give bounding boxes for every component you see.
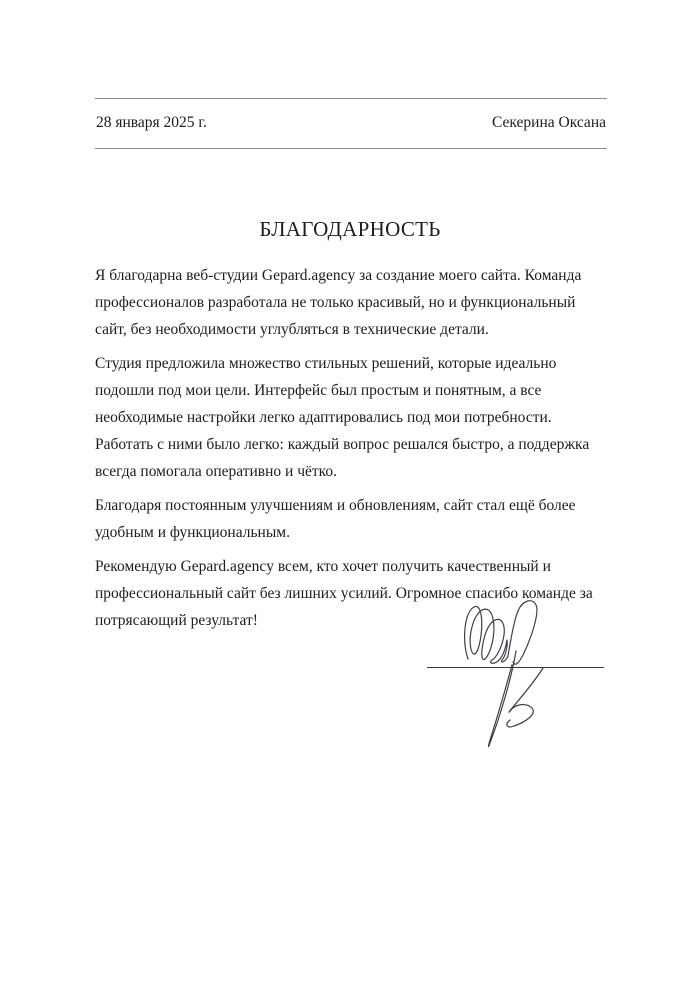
paragraph: Рекомендую Gepard.agency всем, кто хочет получить качественный и профессиональный сайт без лишних усилий. Огромное спасибо команде за потрясающий результат! [95, 558, 593, 629]
document-header [95, 98, 607, 149]
document-title: БЛАГОДАРНОСТЬ [259, 217, 441, 241]
paragraph: Студия предложила множество стильных решений, которые идеально подошли под мои цели. Интерфейс был простым и понятным, а все необходимые настройки легко адаптировались под мои потребности. Работать с ними было легко: каждый вопрос решался быстро, а поддержка всегда помогала оперативно и чётко. [95, 355, 590, 480]
paragraph: Благодаря постоянным улучшениям и обновлениям, сайт стал ещё более удобным и функциональным. [95, 497, 576, 541]
date-text: 28 января 2025 г. [96, 114, 207, 131]
paragraph: Я благодарна веб-студии Gepard.agency за создание моего сайта. Команда профессионалов разработала не только красивый, но и функциональный сайт, без необходимости углубляться в технические детали. [95, 267, 582, 338]
author-name: Секерина Оксана [492, 114, 606, 131]
signature-line [427, 667, 604, 668]
letter-body [95, 262, 609, 641]
